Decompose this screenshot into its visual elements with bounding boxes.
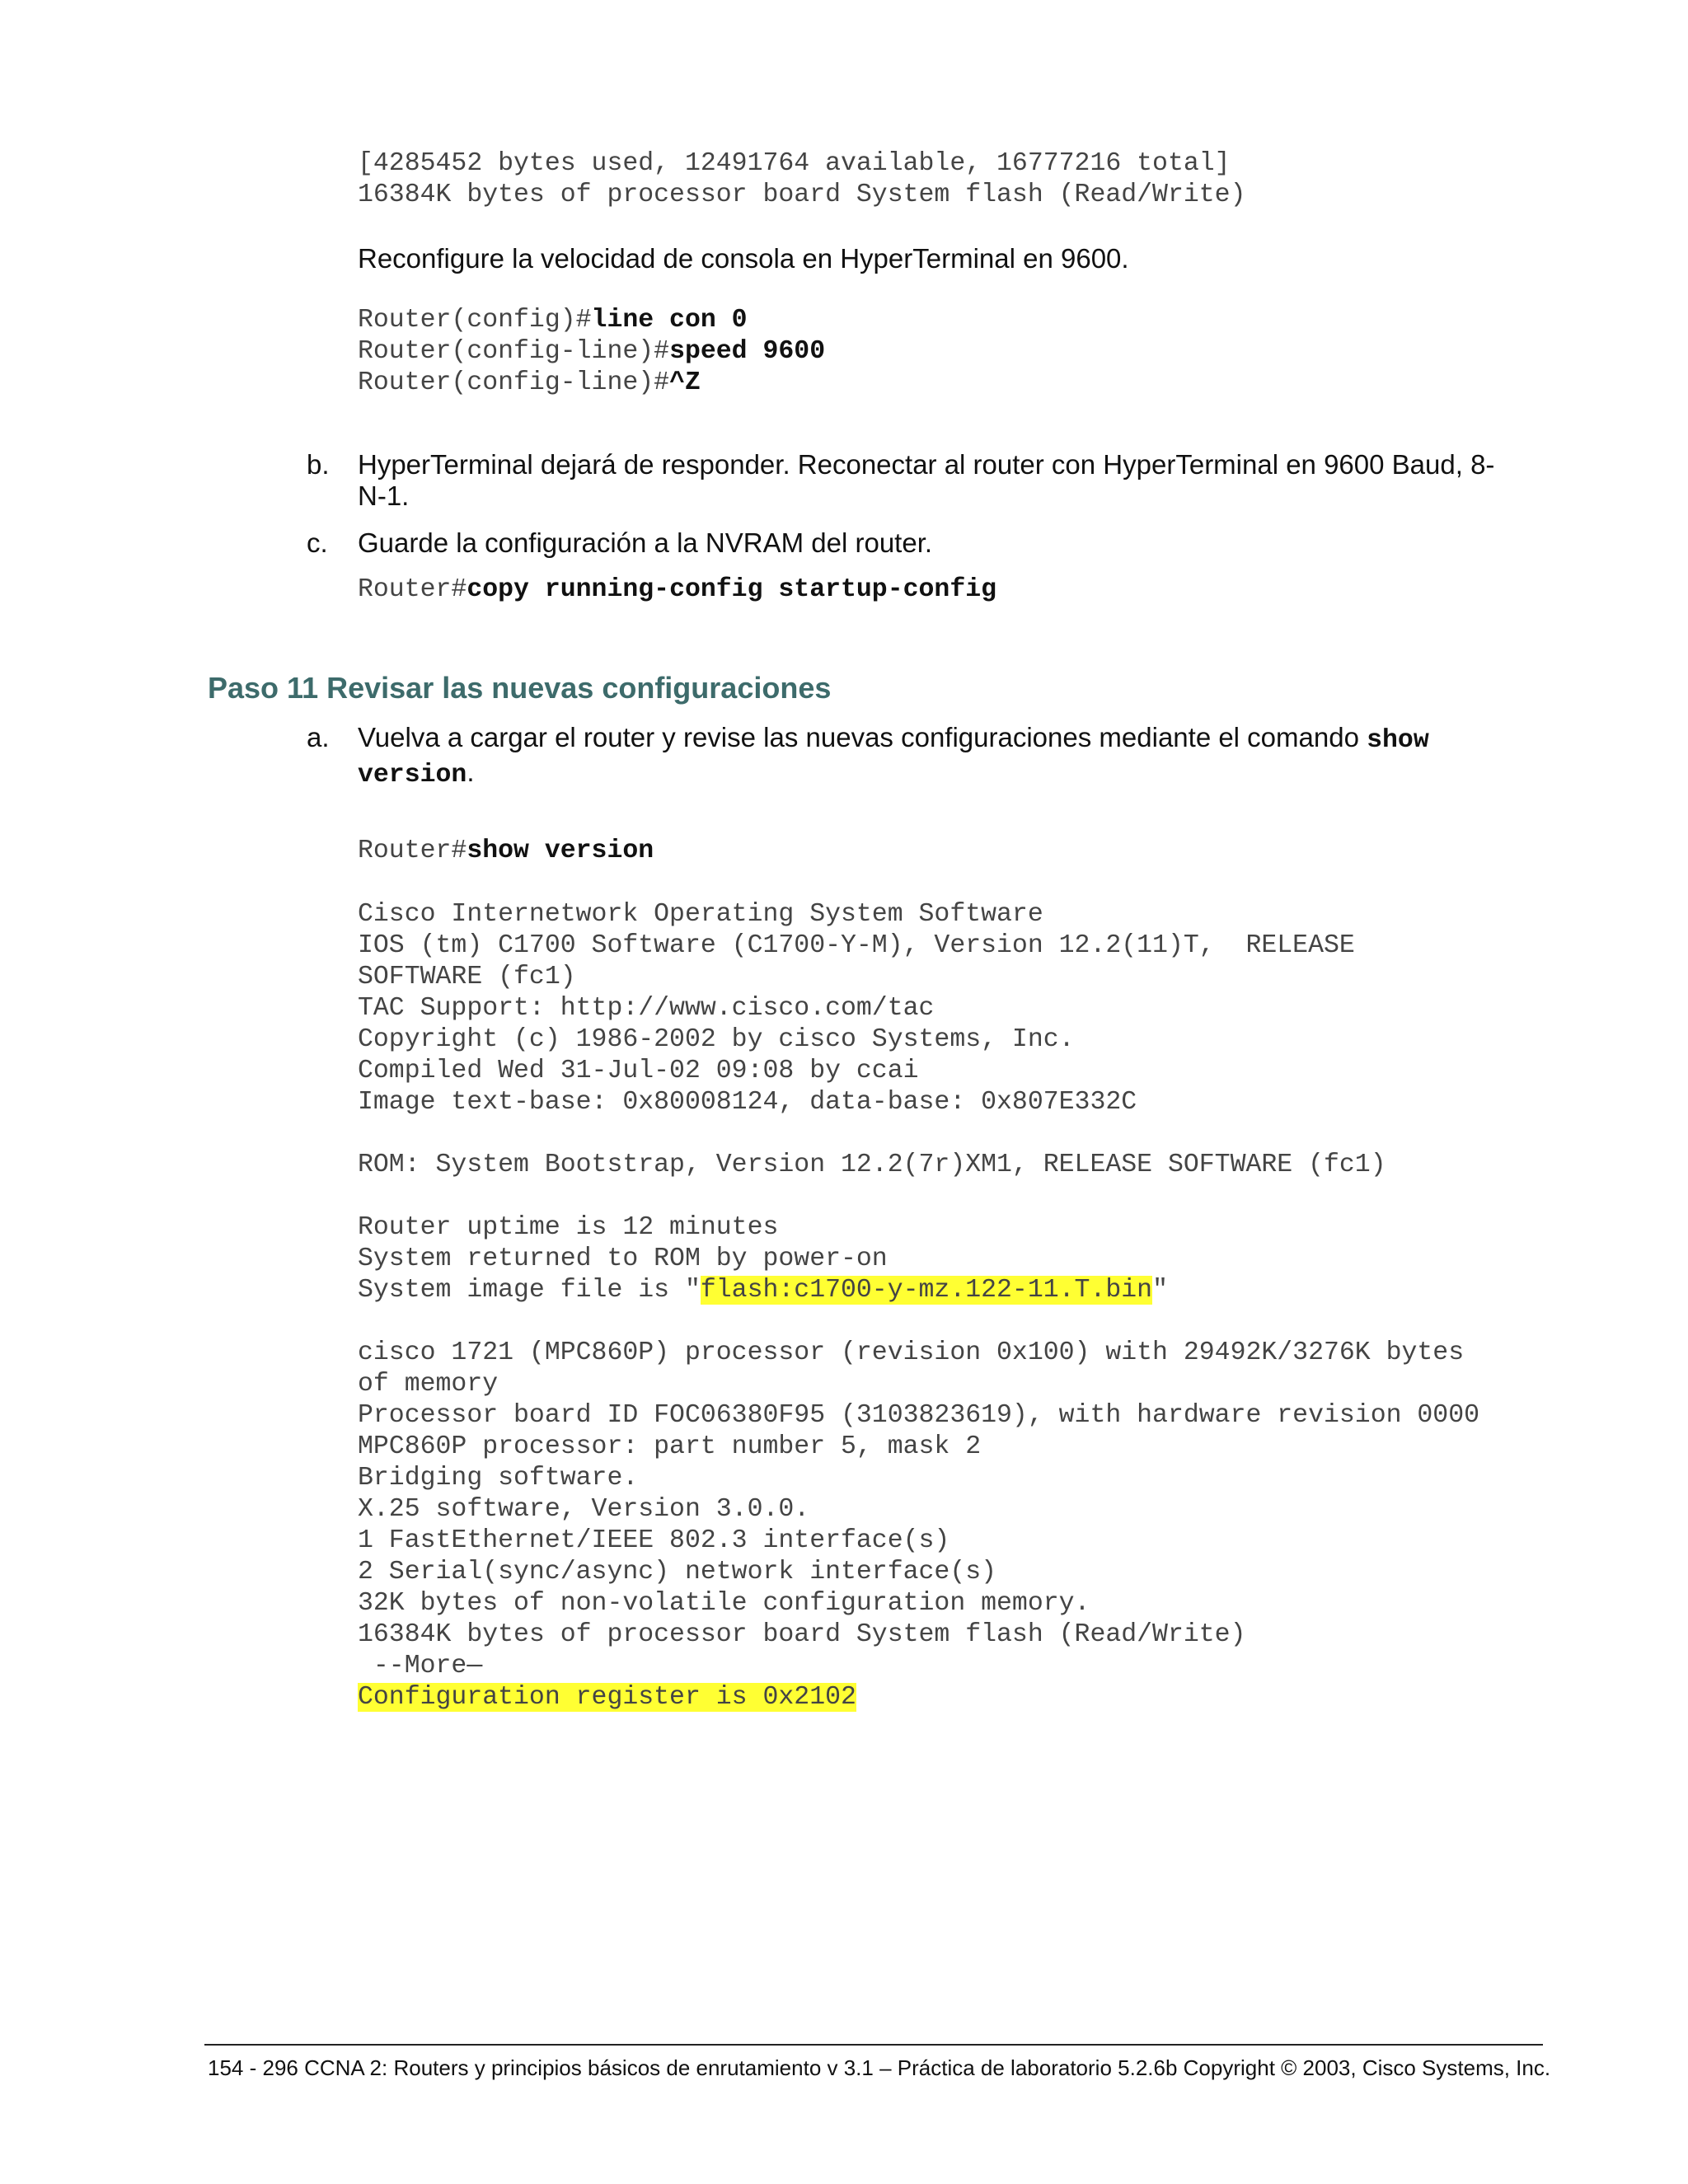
inline-command: show (1367, 726, 1429, 755)
output-line: ROM: System Bootstrap, Version 12.2(7r)XM1, RELEASE SOFTWARE (fc1) (358, 1151, 1386, 1179)
output-line: Copyright (c) 1986-2002 by cisco Systems, Inc. (358, 1025, 1075, 1054)
page-footer: 154 - 296 CCNA 2: Routers y principios básicos de enrutamiento v 3.1 – Práctica de laboratorio 5.2.6b Copyright © 2003, Cisco Systems, Inc. (208, 2055, 1551, 2080)
code-prompt: Router(config)# (358, 306, 592, 335)
output-line: X.25 software, Version 3.0.0. (358, 1495, 810, 1524)
output-line: SOFTWARE (fc1) (358, 963, 576, 991)
code-line (358, 148, 1245, 211)
punctuation: . (467, 757, 475, 787)
output-line: Bridging software. (358, 1464, 639, 1493)
code-prompt: Router(config-line)# (358, 337, 670, 366)
code-prompt: Router# (358, 837, 467, 865)
output-line: Processor board ID FOC06380F95 (3103823619), with hardware revision 0000 (358, 1401, 1480, 1430)
code-command: copy running-config startup-config (467, 575, 997, 604)
output-line: Image text-base: 0x80008124, data-base: 0x807E332C (358, 1088, 1137, 1117)
step-text-line: N-1. (358, 480, 410, 511)
output-line: IOS (tm) C1700 Software (C1700-Y-M), Version 12.2(11)T, RELEASE (358, 931, 1355, 960)
inline-command: version (358, 761, 467, 790)
code-prompt: Router(config-line)# (358, 368, 670, 397)
console-speed-code (358, 305, 825, 399)
step-b-text (358, 449, 1545, 512)
output-line: cisco 1721 (MPC860P) processor (revision 0x100) with 29492K/3276K bytes (358, 1338, 1465, 1367)
code-text: [4285452 bytes used, 12491764 available, 16777216 total] (358, 149, 1231, 178)
list-marker: c. (307, 527, 328, 558)
code-command: line con 0 (591, 306, 748, 335)
code-prompt: Router# (358, 575, 467, 604)
output-line: 16384K bytes of processor board System flash (Read/Write) (358, 1620, 1246, 1649)
copy-config-code (358, 574, 996, 606)
output-line: Router uptime is 12 minutes (358, 1213, 779, 1242)
output-line: 1 FastEthernet/IEEE 802.3 interface(s) (358, 1526, 950, 1555)
code-command: ^Z (669, 368, 701, 397)
footer-divider (204, 2044, 1543, 2046)
step-c-text: Guarde la configuración a la NVRAM del router. (358, 527, 933, 558)
output-text: " (1152, 1276, 1168, 1305)
section-heading: Paso 11 Revisar las nuevas configuraciones (208, 671, 832, 705)
code-command: speed 9600 (669, 337, 826, 366)
show-version-output (358, 899, 1479, 1713)
flash-summary-code (358, 148, 1245, 211)
highlighted-config-register: Configuration register is 0x2102 (358, 1683, 856, 1712)
list-marker: a. (307, 722, 330, 752)
output-line: System returned to ROM by power-on (358, 1244, 888, 1273)
output-line: 32K bytes of non-volatile configuration memory. (358, 1589, 1090, 1618)
reconfigure-paragraph: Reconfigure la velocidad de consola en HyperTerminal en 9600. (358, 243, 1129, 274)
output-line: System image file is " (358, 1276, 701, 1305)
step-text-line: HyperTerminal dejará de responder. Reconectar al router con HyperTerminal en 9600 Baud, 8- (358, 449, 1495, 480)
code-command: show version (467, 837, 654, 865)
output-line: Compiled Wed 31-Jul-02 09:08 by ccai (358, 1057, 919, 1085)
step-a-text (358, 722, 1545, 791)
output-line: TAC Support: http://www.cisco.com/tac (358, 994, 935, 1023)
output-line: 2 Serial(sync/async) network interface(s) (358, 1558, 997, 1586)
output-line: Cisco Internetwork Operating System Software (358, 900, 1043, 929)
more-prompt: --More— (358, 1652, 483, 1680)
highlighted-image-file: flash:c1700-y-mz.122-11.T.bin (700, 1276, 1153, 1305)
output-line: of memory (358, 1370, 499, 1399)
step-text: Vuelva a cargar el router y revise las nuevas configuraciones mediante el comando (358, 722, 1367, 752)
code-text: 16384K bytes of processor board System flash (Read/Write) (358, 180, 1246, 209)
show-version-code (358, 836, 654, 867)
output-line: MPC860P processor: part number 5, mask 2 (358, 1432, 982, 1461)
list-marker: b. (307, 449, 330, 480)
